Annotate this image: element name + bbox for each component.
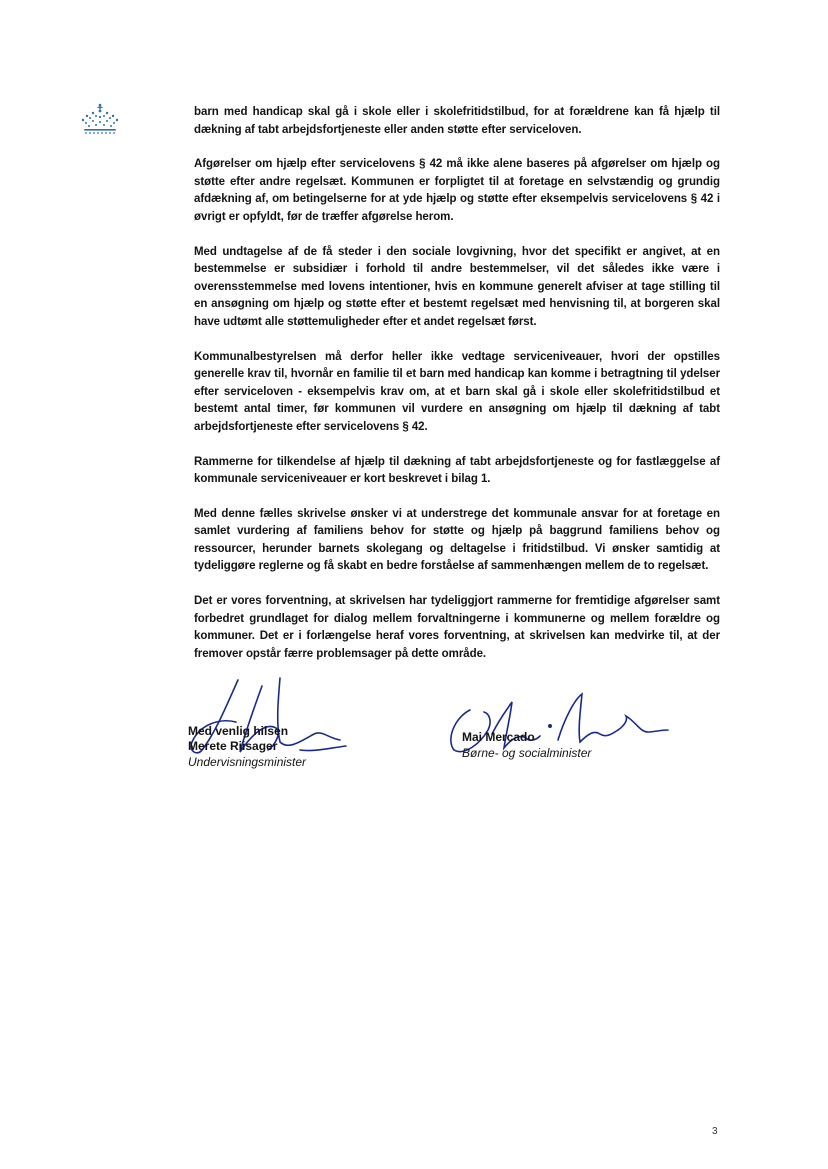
paragraph: Med undtagelse af de få steder i den sociale lovgivning, hvor det specifikt er angivet, at en bestemmelse er subsidiær i forhold til andre bestemmelser, vil det således ikke være i overensstemmelse med lovens intentioner, hvis en kommune generelt afviser at tage stilling til en ansøgning om hjælp og støtte efter et bestemt regelsæt med henvisning til, at borgeren skal have udtømt alle støttemuligheder efter et andet regelsæt først. <box>194 245 720 328</box>
royal-crown-icon <box>80 102 120 136</box>
paragraph: Det er vores forventning, at skrivelsen har tydeliggjort rammerne for fremtidige afgørelser samt forbedret grundlaget for dialog mellem forvaltningerne i kommunerne og mellem forældre og kommuner. Det er i forlængelse heraf vores forventning, at skrivelsen kan medvirke til, at der fremover opstår færre problemsager på dette område. <box>194 595 720 660</box>
signer-title: Børne- og socialminister <box>462 746 592 760</box>
paragraph: Afgørelser om hjælp efter servicelovens § 42 må ikke alene baseres på afgørelser om hjælp og støtte efter andre regelsæt. Kommunen er forpligtet til at foretage en selvstændig og grundig afdækning af, om betingelserne for at yde hjælp og støtte efter eksempelvis servicelovens § 42 i øvrigt er opfyldt, før de træffer afgørelse herom. <box>194 158 720 223</box>
paragraph: Rammerne for tilkendelse af hjælp til dækning af tabt arbejdsfortjeneste og for fastlæggelse af kommunale serviceniveauer er kort beskrevet i bilag 1. <box>194 455 720 486</box>
signer-name: Merete Riisager <box>188 739 278 753</box>
paragraph: Med denne fælles skrivelse ønsker vi at understrege det kommunale ansvar for at foretage en samlet vurdering af familiens behov for støtte og hjælp på baggrund familiens behov og ressourcer, herunder barnets skolegang og deltagelse i fritidstilbud. Vi ønsker samtidig at tydeliggøre reglerne og få skabt en bedre forståelse af sammenhængen mellem de to regelsæt. <box>194 507 720 573</box>
signer-name: Mai Mercado <box>462 730 535 744</box>
paragraph: barn med handicap skal gå i skole eller i skolefritidstilbud, for at forældrene kan få hjælp til dækning af tabt arbejdsfortjeneste eller anden støtte efter serviceloven. <box>194 106 720 136</box>
closing-greeting: Med venlig hilsen <box>188 724 289 738</box>
signature-block-left <box>188 724 438 770</box>
paragraph: Kommunalbestyrelsen må derfor heller ikke vedtage serviceniveauer, hvori der opstilles generelle krav til, hvornår en familie til et barn med handicap kan komme i betragtning til ydelser efter serviceloven - eksempelvis krav om, at et barn skal gå i skole eller skolefritidstilbud et bestemt antal timer, før kommunen vil vurdere en ansøgning om hjælp til dækning af tabt arbejdsfortjeneste efter servicelovens § 42. <box>194 350 720 433</box>
page-number: 3 <box>712 1126 718 1137</box>
letter-body <box>194 104 720 680</box>
signature-block-right <box>456 730 716 761</box>
signer-title: Undervisningsminister <box>188 755 307 769</box>
